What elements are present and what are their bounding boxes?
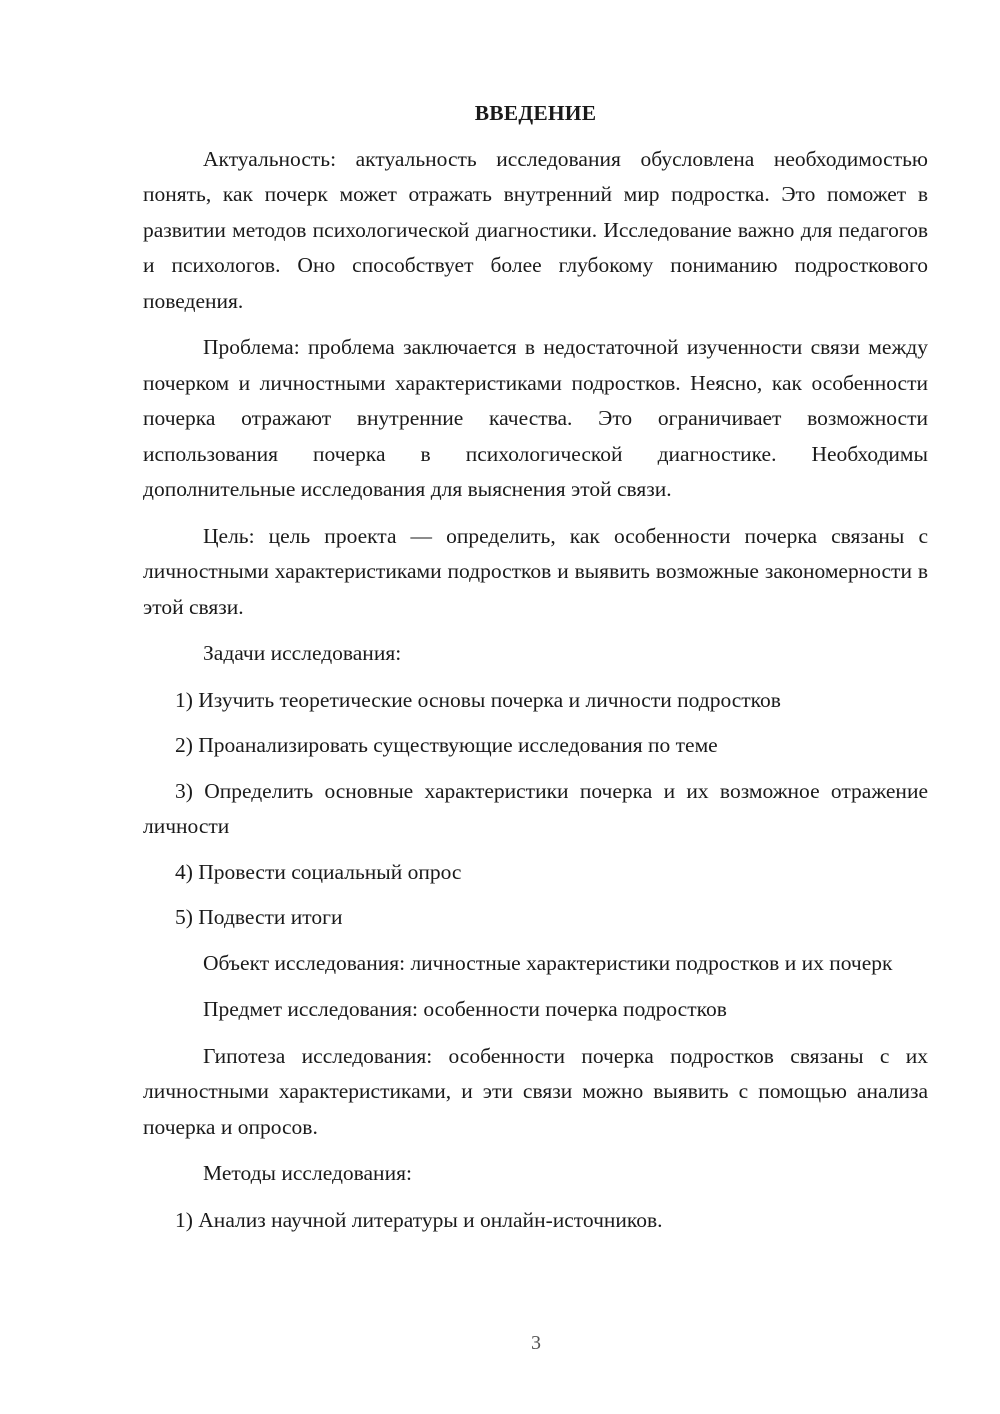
hypothesis-paragraph: Гипотеза исследования: особенности почерка подростков связаны с их личностными характеристиками, и эти связи можно выявить с помощью анализа почерка и опросов. — [143, 1043, 928, 1139]
task-item: 2) Проанализировать существующие исследования по теме — [175, 733, 718, 757]
goal-paragraph: Цель: цель проекта — определить, как особенности почерка связаны с личностными характеристиками подростков и выявить возможные закономерности в этой связи. — [143, 523, 928, 619]
methods-title: Методы исследования: — [203, 1161, 412, 1185]
problem-paragraph: Проблема: проблема заключается в недостаточной изученности связи между почерком и личностными характеристиками подростков. Неясно, как особенности почерка отражают внутренние качества. Это ограничивает возможности использования почерка в психологической диагностике. Необходимы дополнительные исследования для выяснения этой связи. — [143, 335, 928, 501]
page-number: 3 — [531, 1332, 541, 1354]
section-heading: ВВЕДЕНИЕ — [474, 101, 597, 125]
relevance-paragraph: Актуальность: актуальность исследования обусловлена необходимостью понять, как почерк может отражать внутренний мир подростка. Это поможет в развитии методов психологической диагностики. Исследование важно для педагогов и психологов. Оно способствует более глубокому пониманию подросткового поведения. — [143, 146, 928, 313]
method-item: 1) Анализ научной литературы и онлайн-источников. — [175, 1207, 663, 1232]
task-item: 5) Подвести итоги — [175, 905, 343, 929]
task-item: 3) Определить основные характеристики почерка и их возможное отражение личности — [143, 778, 928, 838]
task-item: 1) Изучить теоретические основы почерка и личности подростков — [175, 687, 781, 712]
tasks-title: Задачи исследования: — [203, 641, 402, 665]
page-content — [143, 96, 928, 1248]
task-item: 4) Провести социальный опрос — [175, 859, 462, 884]
subject-paragraph: Предмет исследования: особенности почерка подростков — [203, 997, 727, 1021]
object-paragraph: Объект исследования: личностные характеристики подростков и их почерк — [203, 950, 893, 975]
